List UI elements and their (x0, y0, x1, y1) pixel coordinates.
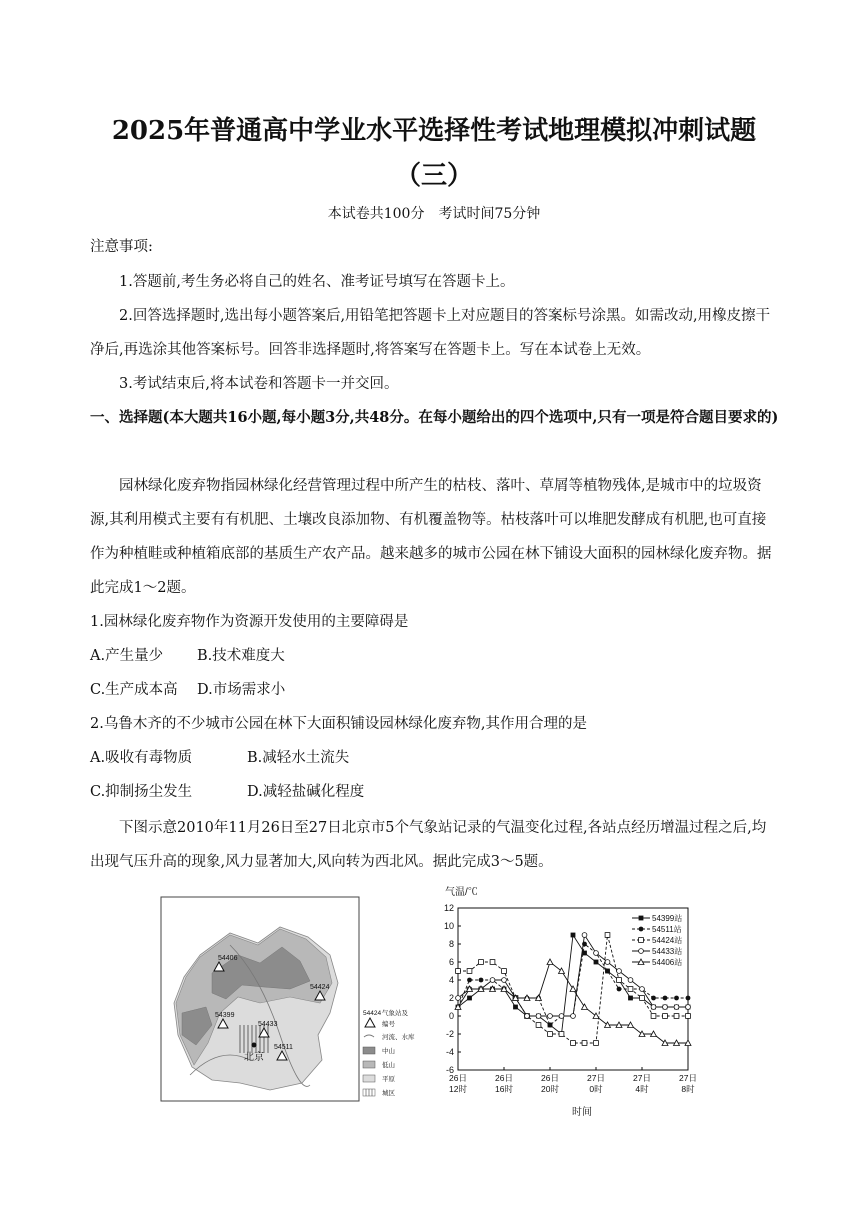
x-tick-label-hour: 12时 (449, 1084, 467, 1094)
option-1c[interactable]: C.生产成本高 (90, 682, 178, 698)
y-tick-label: 0 (448, 1011, 454, 1021)
figure (160, 885, 710, 1120)
y-tick-label: 4 (448, 975, 454, 985)
map-label-54424: 54424 (310, 984, 330, 991)
x-tick-label-hour: 20时 (541, 1084, 559, 1094)
y-tick-label: -2 (445, 1029, 454, 1039)
data-point-54424站 (617, 978, 622, 983)
data-point-54424站 (559, 1032, 564, 1037)
data-point-54433站 (456, 996, 461, 1001)
legend-river-icon (364, 1035, 374, 1037)
data-point-54433站 (651, 1005, 656, 1010)
data-point-54433站 (502, 978, 507, 983)
data-point-54399站 (513, 1005, 518, 1010)
question-2-options-ab (90, 741, 780, 775)
data-point-54424站 (594, 1041, 599, 1046)
map-label-54511: 54511 (274, 1044, 293, 1051)
data-point-54433站 (663, 1005, 668, 1010)
data-point-54433站 (490, 978, 495, 983)
legend-marker-54424站 (639, 938, 644, 943)
beijing-city-dot (252, 1043, 257, 1048)
data-point-54424站 (663, 1014, 668, 1019)
data-point-54424站 (640, 996, 645, 1001)
map-label-54406: 54406 (218, 955, 238, 962)
question-1-stem: 1.园林绿化废弃物作为资源开发使用的主要障碍是 (90, 614, 409, 630)
svg-text:河流、水库: 河流、水库 (382, 1034, 415, 1041)
svg-text:编号: 编号 (382, 1021, 395, 1028)
svg-text:54424: 54424 (363, 1010, 382, 1017)
data-point-54511站 (617, 987, 622, 992)
data-point-54399站 (571, 933, 576, 938)
question-1-options-ab (90, 639, 780, 673)
option-1a[interactable]: A.产生量少 (90, 648, 164, 664)
question-2-options-cd (90, 775, 780, 809)
notes-heading: 注意事项: (90, 239, 153, 255)
legend-label-54511站: 54511站 (652, 925, 682, 934)
data-point-54511站 (651, 996, 656, 1001)
y-tick-label: 8 (448, 939, 454, 949)
x-tick-label-day: 26日 (449, 1073, 467, 1083)
y-tick-label: 12 (443, 903, 454, 913)
legend-label-54433站: 54433站 (652, 947, 683, 956)
data-point-54424站 (479, 960, 484, 965)
data-point-54433站 (686, 1005, 691, 1010)
question-1-options-cd (90, 673, 780, 707)
svg-text:低山: 低山 (382, 1062, 395, 1069)
data-point-54424站 (571, 1041, 576, 1046)
data-point-54433站 (594, 951, 599, 956)
legend-marker-54433站 (639, 949, 644, 954)
note-item-2: 2.回答选择题时,选出每小题答案后,用铅笔把答题卡上对应题目的答案标号涂黑。如需改动,用橡皮擦干净后,再选涂其他答案标号。回答非选择题时,将答案写在答题卡上。写在本试卷上无效。 (90, 308, 771, 358)
exam-subtitle-number: （三） (394, 161, 473, 191)
data-point-54511站 (548, 1023, 553, 1028)
data-point-54511站 (686, 996, 691, 1001)
option-1b[interactable]: B.技术难度大 (197, 648, 285, 664)
legend-station-icon (365, 1018, 375, 1027)
data-point-54433站 (536, 1014, 541, 1019)
data-point-54424站 (456, 969, 461, 974)
option-1d[interactable]: D.市场需求小 (197, 682, 286, 698)
data-point-54433站 (605, 960, 610, 965)
data-point-54424站 (686, 1014, 691, 1019)
legend-plain-swatch (363, 1075, 375, 1082)
data-point-54433站 (582, 933, 587, 938)
data-point-54433站 (559, 1014, 564, 1019)
y-tick-label: -6 (445, 1065, 454, 1075)
passage-1: 园林绿化废弃物指园林绿化经营管理过程中所产生的枯枝、落叶、草屑等植物残体,是城市中的垃圾资源,其利用模式主要有有机肥、土壤改良添加物、有机覆盖物等。枯枝落叶可以堆肥发酵成有机肥,也可直接作为种植畦或种植箱底部的基质生产农产品。越来越多的城市公园在林下铺设大面积的园林绿化废弃物。据此完成1～2题。 (90, 478, 772, 596)
option-2b[interactable]: B.减轻水土流失 (247, 750, 350, 766)
data-point-54424站 (628, 987, 633, 992)
data-point-54424站 (582, 1041, 587, 1046)
question-2-stem: 2.乌鲁木齐的不少城市公园在林下大面积铺设园林绿化废弃物,其作用合理的是 (90, 716, 587, 732)
data-point-54511站 (467, 978, 472, 983)
note-item-3: 3.考试结束后,将本试卷和答题卡一并交回。 (119, 376, 399, 392)
section-heading: 一、选择题(本大题共16小题,每小题3分,共48分。在每小题给出的四个选项中,只有一项是符合题目要求的) (90, 409, 779, 426)
svg-text:中山: 中山 (382, 1048, 395, 1055)
data-point-54424站 (651, 1014, 656, 1019)
y-tick-label: -4 (445, 1047, 454, 1057)
note-item-1: 1.答题前,考生务必将自己的姓名、准考证号填写在答题卡上。 (119, 274, 515, 290)
x-tick-label-day: 27日 (633, 1073, 651, 1083)
chart-xlabel: 时间 (572, 1107, 592, 1118)
data-point-54433站 (674, 1005, 679, 1010)
y-tick-label: 6 (448, 957, 454, 967)
temperature-chart (444, 886, 697, 1118)
x-tick-label-day: 27日 (679, 1073, 697, 1083)
exam-title: 2025年普通高中学业水平选择性考试地理模拟冲刺试题 (111, 116, 757, 146)
legend-marker-54399站 (639, 916, 644, 921)
legend-label-54424站: 54424站 (652, 936, 683, 945)
map-label-54433: 54433 (258, 1021, 278, 1028)
x-tick-label-day: 26日 (495, 1073, 513, 1083)
legend-marker-54511站 (639, 927, 644, 932)
map-city-label: 北京 (244, 1052, 264, 1063)
svg-text:平原: 平原 (382, 1076, 395, 1083)
legend-label-54399站: 54399站 (652, 914, 683, 923)
option-2a[interactable]: A.吸收有毒物质 (90, 750, 193, 766)
x-tick-label-hour: 4时 (635, 1084, 649, 1094)
x-tick-label-day: 27日 (587, 1073, 605, 1083)
x-tick-label-hour: 16时 (495, 1084, 513, 1094)
data-point-54424站 (490, 960, 495, 965)
passage-2: 下图示意2010年11月26日至27日北京市5个气象站记录的气温变化过程,各站点经历增温过程之后,均出现气压升高的现象,风力显著加大,风向转为西北风。据此完成3～5题。 (90, 820, 767, 870)
map-legend (363, 1008, 415, 1097)
data-point-54399站 (594, 960, 599, 965)
data-point-54424站 (536, 1023, 541, 1028)
data-point-54424站 (605, 933, 610, 938)
svg-text:气象站及: 气象站及 (382, 1010, 408, 1017)
svg-text:城区: 城区 (382, 1090, 395, 1097)
data-point-54433站 (525, 1014, 530, 1019)
data-point-54433站 (617, 969, 622, 974)
data-point-54433站 (571, 1014, 576, 1019)
data-point-54406站 (582, 1004, 588, 1010)
x-tick-label-hour: 0时 (589, 1084, 603, 1094)
chart-ylabel: 气温/℃ (445, 887, 478, 898)
data-point-54424站 (467, 969, 472, 974)
data-point-54406站 (547, 959, 553, 965)
legend-low-mountain-swatch (363, 1061, 375, 1068)
option-2d[interactable]: D.减轻盐碱化程度 (247, 784, 365, 800)
data-point-54511站 (674, 996, 679, 1001)
data-point-54399站 (628, 996, 633, 1001)
legend-mid-mountain-swatch (363, 1047, 375, 1054)
x-tick-label-hour: 8时 (681, 1084, 695, 1094)
data-point-54433站 (628, 978, 633, 983)
data-point-54399站 (467, 996, 472, 1001)
legend-label-54406站: 54406站 (652, 958, 683, 967)
y-tick-label: 2 (448, 993, 454, 1003)
data-point-54424站 (674, 1014, 679, 1019)
data-point-54511站 (479, 978, 484, 983)
data-point-54511站 (663, 996, 668, 1001)
map-label-54399: 54399 (215, 1012, 235, 1019)
x-tick-label-day: 26日 (541, 1073, 559, 1083)
data-point-54511站 (605, 969, 610, 974)
data-point-54433站 (548, 1014, 553, 1019)
data-point-54424站 (548, 1032, 553, 1037)
option-2c[interactable]: C.抑制扬尘发生 (90, 784, 193, 800)
exam-info: 本试卷共100分 考试时间75分钟 (327, 206, 541, 222)
data-point-54424站 (502, 969, 507, 974)
beijing-map (161, 897, 359, 1101)
data-point-54406站 (570, 986, 576, 992)
y-tick-label: 10 (443, 921, 454, 931)
data-point-54433站 (640, 987, 645, 992)
